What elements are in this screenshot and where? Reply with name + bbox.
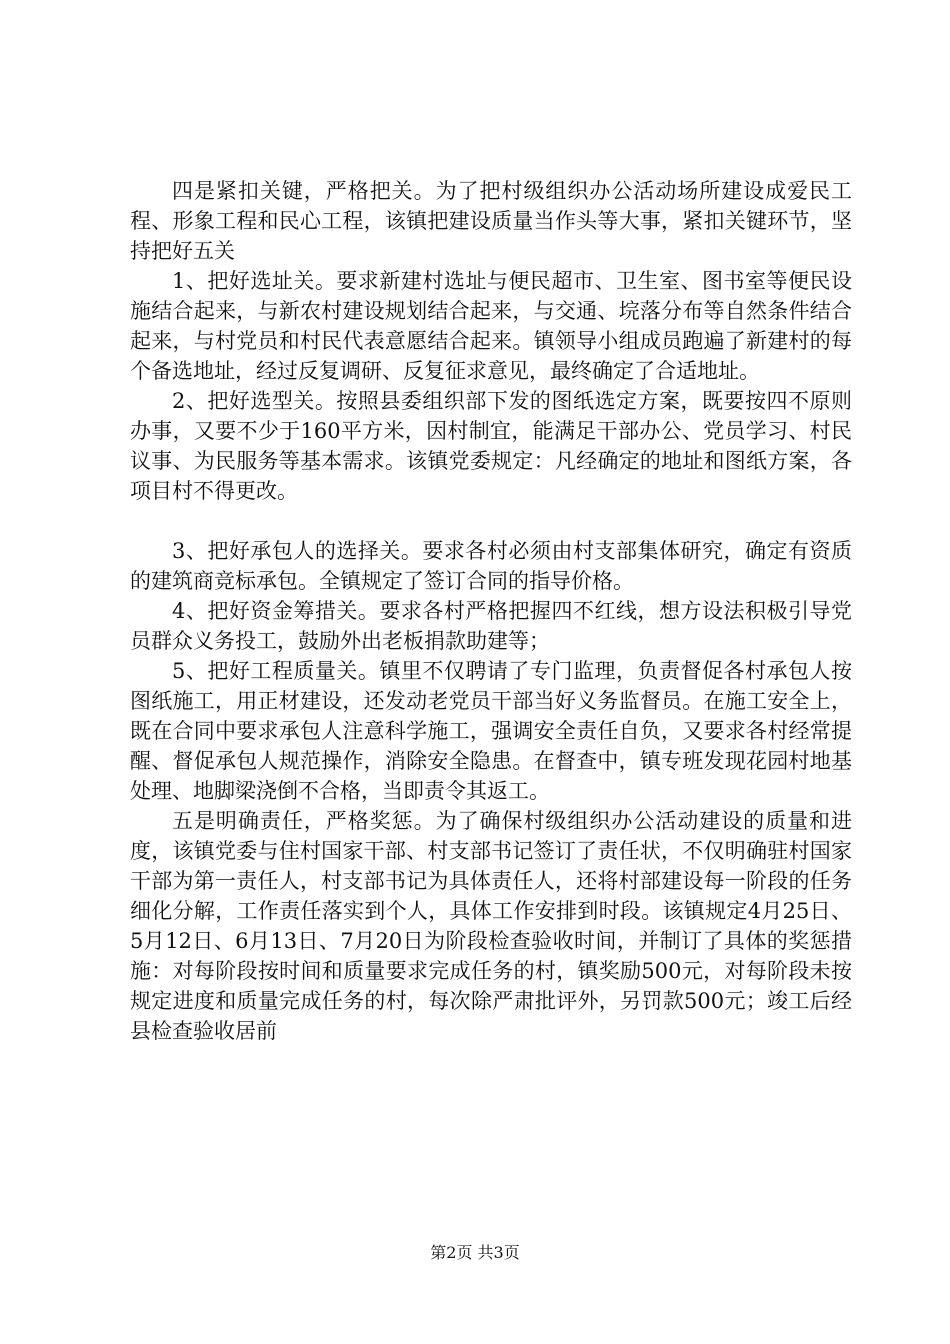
paragraph-item-5: 5、把好工程质量关。镇里不仅聘请了专门监理，负责督促各村承包人按图纸施工，用正材建设，还发动老党员干部当好义务监督员。在施工安全上，既在合同中要求承包人注意科学施工，强调安全责任自负，又要求各村经常提醒、督促承包人规范操作，消除安全隐患。在督查中，镇专班发现花园村地基处理、地脚梁浇倒不合格，当即责令其返工。	[130, 659, 852, 803]
paragraph-item-3: 3、把好承包人的选择关。要求各村必须由村支部集体研究，确定有资质的建筑商竞标承包。全镇规定了签订合同的指导价格。	[130, 539, 852, 593]
paragraph-item-1: 1、把好选址关。要求新建村选址与便民超市、卫生室、图书室等便民设施结合起来，与新农村建设规划结合起来，与交通、垸落分布等自然条件结合起来，与村党员和村民代表意愿结合起来。镇领导小组成员跑遍了新建村的每个备选地址，经过反复调研、反复征求意见，最终确定了合适地址。	[130, 269, 852, 383]
paragraph-5: 五是明确责任，严格奖惩。为了确保村级组织办公活动建设的质量和进度，该镇党委与住村国家干部、村支部书记签订了责任状，不仅明确驻村国家干部为第一责任人，村支部书记为具体责任人，还将村部建设每一阶段的任务细化分解，工作责任落实到个人，具体工作安排到时段。该镇规定4月25日、5月12日、6月13日、7月20日为阶段检查验收时间，并制订了具体的奖惩措施：对每阶段按时间和质量要求完成任务的村，镇奖励500元，对每阶段未按规定进度和质量完成任务的村，每次除严肃批评外，另罚款500元；竣工后经县检查验收居前	[130, 809, 852, 1043]
document-body	[130, 176, 852, 1046]
paragraph-4: 四是紧扣关键，严格把关。为了把村级组织办公活动场所建设成爱民工程、形象工程和民心工程，该镇把建设质量当作头等大事，紧扣关键环节，坚持把好五关	[130, 179, 852, 263]
paragraph-item-4: 4、把好资金筹措关。要求各村严格把握四不红线，想方设法积极引导党员群众义务投工，鼓励外出老板捐款助建等；	[130, 599, 852, 653]
paragraph-item-2: 2、把好选型关。按照县委组织部下发的图纸选定方案，既要按四不原则办事，又要不少于160平方米，因村制宜，能满足干部办公、党员学习、村民议事、为民服务等基本需求。该镇党委规定：凡经确定的地址和图纸方案，各项目村不得更改。	[130, 389, 852, 503]
page-footer: 第2页 共3页	[430, 1243, 520, 1262]
